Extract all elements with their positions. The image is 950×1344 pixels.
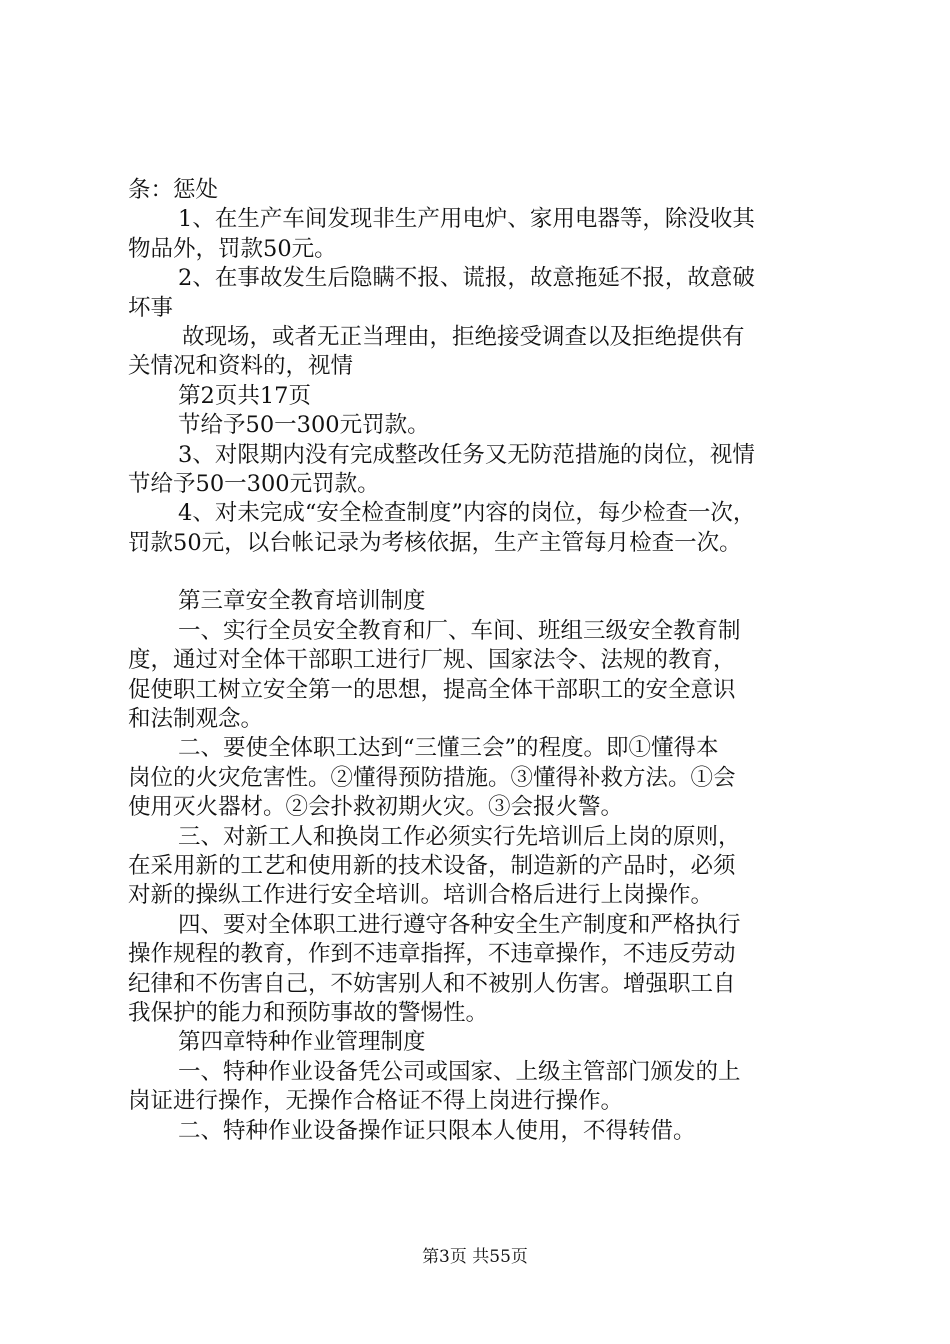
text-line: 1、在生产车间发现非生产用电炉、家用电器等，除没收其 [178,206,755,233]
text-line: 二、要使全体职工达到“三懂三会”的程度。即①懂得本 [178,735,719,762]
text-line: 促使职工树立安全第一的思想，提高全体干部职工的安全意识 [128,676,736,703]
text-line: 关情况和资料的，视情 [128,353,354,380]
text-line: 操作规程的教育，作到不违章指挥，不违章操作，不违反劳动 [128,941,736,968]
text-line: 一、实行全员安全教育和厂、车间、班组三级安全教育制 [178,617,741,644]
text-line: 第四章特种作业管理制度 [178,1029,426,1056]
text-line: 纪律和不伤害自己，不妨害别人和不被别人伤害。增强职工自 [128,970,736,997]
text-line: 度，通过对全体干部职工进行厂规、国家法令、法规的教育， [128,647,736,674]
text-line: 节给予50一300元罚款。 [128,470,380,497]
text-line: 3、对限期内没有完成整改任务又无防范措施的岗位，视情 [178,441,755,468]
text-line: 4、对未完成“安全检查制度”内容的岗位，每少检查一次， [178,500,756,527]
text-line: 我保护的能力和预防事故的警惕性。 [128,999,489,1026]
text-line: 岗位的火灾危害性。②懂得预防措施。③懂得补救方法。①会 [128,764,736,791]
text-line: 第三章安全教育培训制度 [178,588,426,615]
text-line: 条：惩处 [128,177,219,203]
text-line: 一、特种作业设备凭公司或国家、上级主管部门颁发的上 [178,1058,741,1085]
text-line: 坏事 [128,294,174,321]
page-footer: 第3页 共55页 [422,1247,528,1267]
text-line: 物品外，罚款50元。 [128,235,337,262]
text-line: 对新的操纵工作进行安全培训。培训合格后进行上岗操作。 [128,882,714,909]
text-line: 二、特种作业设备操作证只限本人使用，不得转借。 [178,1117,696,1144]
text-line: 岗证进行操作，无操作合格证不得上岗进行操作。 [128,1088,624,1115]
text-line: 2、在事故发生后隐瞒不报、谎报，故意拖延不报，故意破 [178,265,755,292]
text-line: 故现场，或者无正当理由，拒绝接受调查以及拒绝提供有 [182,323,745,350]
text-line: 三、对新工人和换岗工作必须实行先培训后上岗的原则， [178,823,741,850]
document-body [128,176,828,1146]
paragraph-spacer [128,558,828,587]
text-line: 四、要对全体职工进行遵守各种安全生产制度和严格执行 [178,911,741,938]
text-line: 第2页共17页 [178,382,311,409]
text-line: 罚款50元，以台帐记录为考核依据，生产主管每月检查一次。 [128,529,742,556]
text-line: 使用灭火器材。②会扑救初期火灾。③会报火警。 [128,794,624,821]
text-line: 和法制观念。 [128,706,264,733]
text-line: 节给予50一300元罚款。 [178,412,430,439]
text-line: 在采用新的工艺和使用新的技术设备，制造新的产品时，必须 [128,852,736,879]
